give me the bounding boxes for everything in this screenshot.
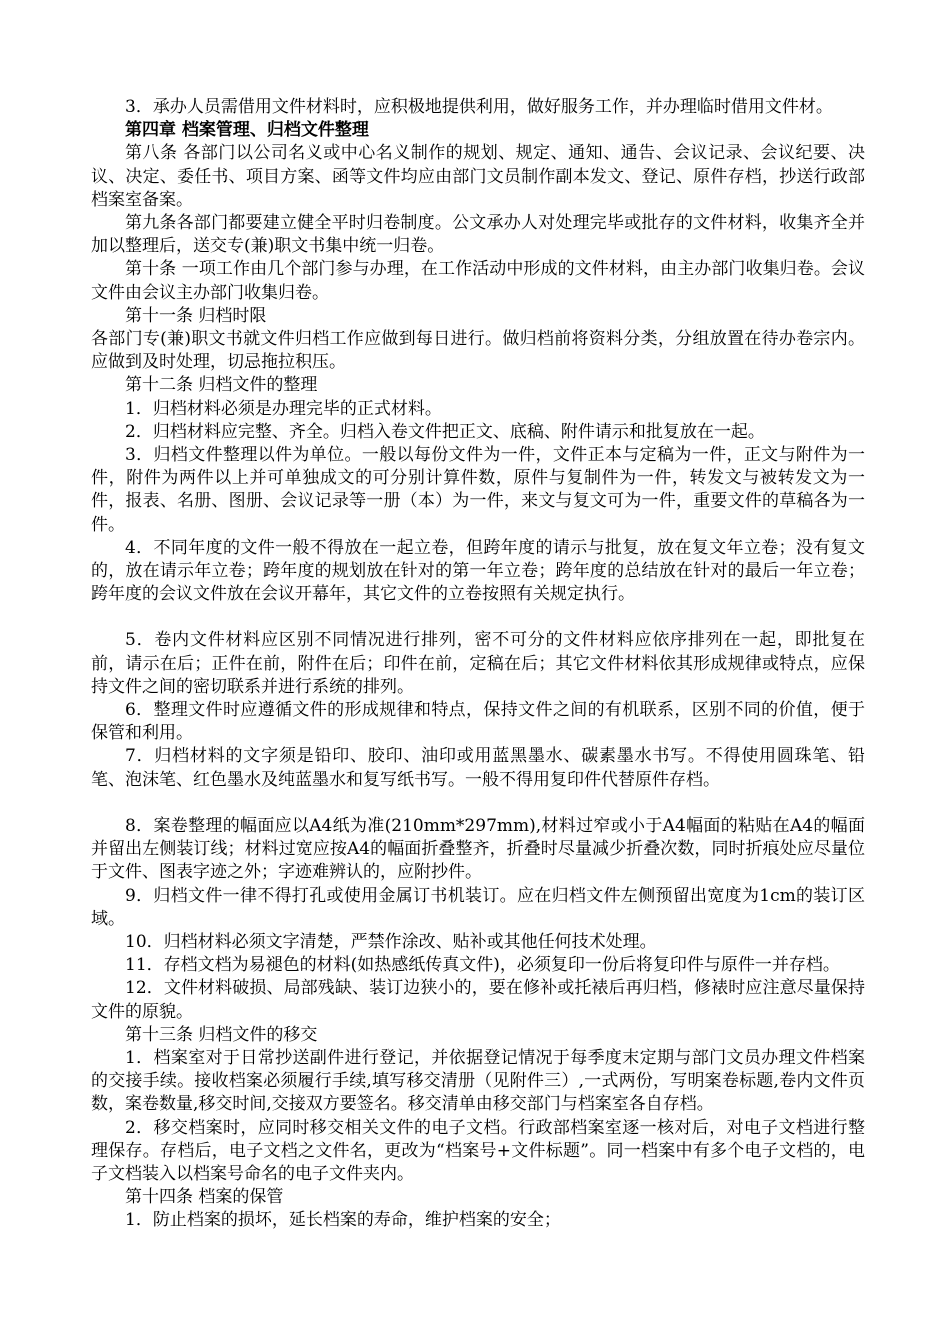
paragraph: 各部门专(兼)职文书就文件归档工作应做到每日进行。做归档前将资料分类，分组放置在待办卷宗内。应做到及时处理，切忌拖拉积压。	[91, 329, 865, 373]
paragraph: 12．文件材料破损、局部残缺、装订边狭小的，要在修补或托裱后再归档，修裱时应注意尽量保持文件的原貌。	[91, 978, 865, 1022]
blank-line	[91, 606, 865, 629]
paragraph: 4．不同年度的文件一般不得放在一起立卷，但跨年度的请示与批复，放在复文年立卷；没有复文的，放在请示年立卷；跨年度的规划放在针对的第一年立卷；跨年度的总结放在针对的最后一年立卷；跨年度的会议文件放在会议开幕年，其它文件的立卷按照有关规定执行。	[91, 537, 865, 605]
paragraph: 11．存档文档为易褪色的材料(如热感纸传真文件)，必须复印一份后将复印件与原件一并存档。	[125, 955, 840, 976]
paragraph: 1．防止档案的损坏，延长档案的寿命，维护档案的安全；	[125, 1210, 561, 1231]
paragraph: 第十三条 归档文件的移交	[125, 1024, 318, 1045]
paragraph: 第十一条 归档时限	[125, 305, 267, 326]
paragraph: 5．卷内文件材料应区别不同情况进行排列，密不可分的文件材料应依序排列在一起，即批复在前，请示在后；正件在前，附件在后；印件在前，定稿在后；其它文件材料依其形成规律或特点，应保持文件之间的密切联系并进行系统的排列。	[91, 630, 865, 697]
paragraph: 3．归档文件整理以件为单位。一般以每份文件为一件，文件正本与定稿为一件，正文与附件为一件，附件为两件以上并可单独成文的可分别计算件数，原件与复制件为一件，转发文与被转发文为一件，报表、名册、图册、会议记录等一册（本）为一件，来文与复文可为一件，重要文件的草稿各为一件。	[91, 445, 865, 535]
paragraph: 7．归档材料的文字须是铅印、胶印、油印或用蓝黑墨水、碳素墨水书写。不得使用圆珠笔、铅笔、泡沫笔、红色墨水及纯蓝墨水和复写纸书写。一般不得用复印件代替原件存档。	[91, 746, 865, 790]
document-page	[91, 96, 865, 1233]
paragraph: 3．承办人员需借用文件材料时，应积极地提供利用，做好服务工作，并办理临时借用文件材。	[125, 97, 833, 117]
paragraph: 1．档案室对于日常抄送副件进行登记，并依据登记情况于每季度末定期与部门文员办理文件档案的交接手续。接收档案必须履行手续,填写移交清册（见附件三）,一式两份，写明案卷标题,卷内文件页数，案卷数量,移交时间,交接双方要签名。移交清单由移交部门与档案室各自存档。	[91, 1047, 865, 1115]
paragraph: 1．归档材料必须是办理完毕的正式材料。	[125, 398, 442, 419]
paragraph: 10．归档材料必须文字清楚，严禁作涂改、贴补或其他任何技术处理。	[125, 931, 657, 952]
paragraph: 第十四条 档案的保管	[125, 1187, 284, 1208]
paragraph: 9．归档文件一律不得打孔或使用金属订书机装订。应在归档文件左侧预留出宽度为1cm的装订区域。	[91, 885, 865, 929]
paragraph: 第十二条 归档文件的整理	[125, 375, 318, 396]
paragraph: 第九条各部门都要建立健全平时归卷制度。公文承办人对处理完毕或批存的文件材料，收集齐全并加以整理后，送交专(兼)职文书集中统一归卷。	[91, 213, 865, 257]
paragraph: 2．归档材料应完整、齐全。归档入卷文件把正文、底稿、附件请示和批复放在一起。	[125, 421, 765, 442]
chapter-heading: 第四章 档案管理、归档文件整理	[125, 120, 369, 141]
paragraph: 第八条 各部门以公司名义或中心名义制作的规划、规定、通知、通告、会议记录、会议纪要、决议、决定、委任书、项目方案、函等文件均应由部门文员制作副本发文、登记、原件存档，抄送行政部档案室备案。	[91, 143, 865, 210]
paragraph: 2．移交档案时，应同时移交相关文件的电子文档。行政部档案室逐一核对后，对电子文档进行整理保存。存档后，电子文档之文件名，更改为“档案号+文件标题”。同一档案中有多个电子文档的，电子文档装入以档案号命名的电子文件夹内。	[91, 1117, 865, 1184]
paragraph: 6．整理文件时应遵循文件的形成规律和特点，保持文件之间的有机联系，区别不同的价值，便于保管和利用。	[91, 700, 865, 744]
blank-line	[91, 792, 865, 815]
paragraph: 8．案卷整理的幅面应以A4纸为准(210mm*297mm),材料过窄或小于A4幅面的粘贴在A4的幅面并留出左侧装订线；材料过宽应按A4的幅面折叠整齐，折叠时尽量减少折叠次数，同时折痕处应尽量位于文件、图表字迹之外；字迹难辨认的，应附抄件。	[91, 815, 865, 883]
paragraph: 第十条 一项工作由几个部门参与办理，在工作活动中形成的文件材料，由主办部门收集归卷。会议文件由会议主办部门收集归卷。	[91, 259, 865, 303]
